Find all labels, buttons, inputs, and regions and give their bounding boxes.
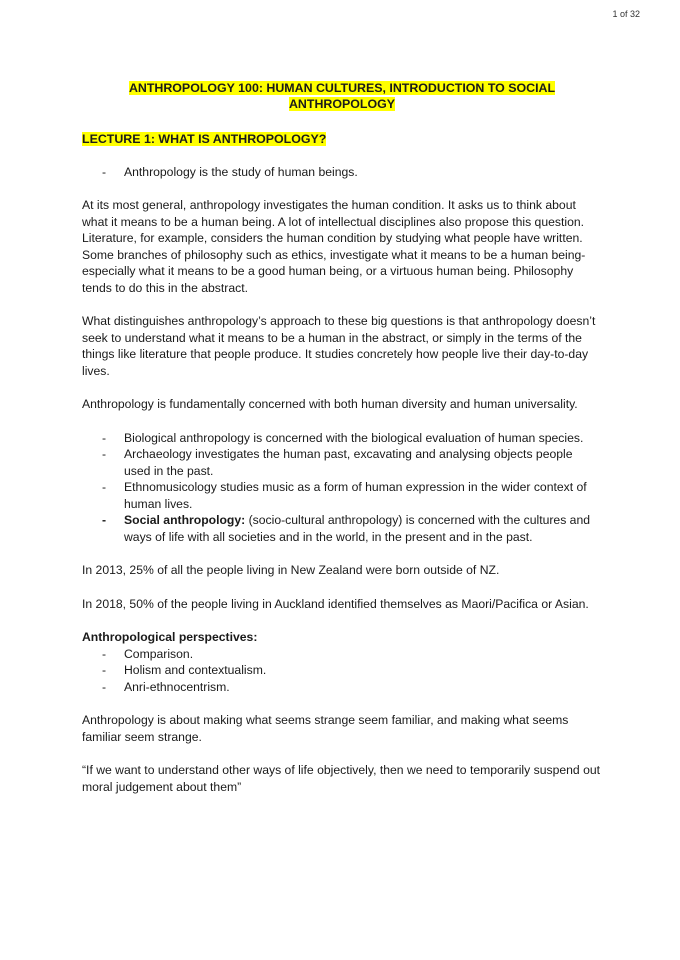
dash-bullet: - bbox=[102, 663, 107, 677]
stat-2013: In 2013, 25% of all the people living in New Zealand were born outside of NZ. bbox=[82, 563, 500, 577]
perspective-text: Anri-ethnocentrism. bbox=[124, 679, 230, 694]
list-item bbox=[82, 646, 602, 663]
page-number: 1 of 32 bbox=[612, 9, 640, 19]
paragraph-diversity: Anthropology is fundamentally concerned with both human diversity and human universality. bbox=[82, 397, 578, 411]
dash-bullet: - bbox=[102, 480, 107, 494]
list-item bbox=[82, 479, 602, 512]
dash-bullet: - bbox=[102, 447, 107, 461]
dash-bullet: - bbox=[102, 646, 107, 661]
branches-list bbox=[82, 430, 602, 546]
social-anthropology-label: Social anthropology: bbox=[124, 513, 246, 527]
paragraph-approach: What distinguishes anthropology’s approach to these big questions is that anthropology doesn’t seek to understand what it means to be a human in the abstract, or simply in the terms of the things like literature that people produce. It studies concretely how people live their day-to-day lives. bbox=[82, 314, 596, 378]
quote: “If we want to understand other ways of life objectively, then we need to temporarily suspend out moral judgement about them” bbox=[82, 763, 601, 794]
list-item bbox=[82, 679, 602, 696]
paragraph-strange-familiar: Anthropology is about making what seems strange seem familiar, and making what seems familiar seem strange. bbox=[82, 713, 569, 744]
intro-bullet-text: Anthropology is the study of human beings. bbox=[124, 164, 358, 179]
dash-bullet: - bbox=[102, 513, 107, 527]
branch-text: Ethnomusicology studies music as a form of human expression in the wider context of human lives. bbox=[124, 480, 587, 511]
list-item bbox=[82, 512, 602, 545]
list-item bbox=[82, 662, 602, 679]
document-body bbox=[82, 80, 602, 812]
perspective-text: Comparison. bbox=[124, 646, 194, 661]
branch-text: Archaeology investigates the human past, excavating and analysing objects people used in the past. bbox=[124, 447, 573, 478]
dash-bullet: - bbox=[102, 430, 107, 445]
social-anthropology-text: (socio-cultural anthropology) is concerned with the cultures and ways of life with all societies and in the world, in the present and in the past. bbox=[124, 513, 591, 544]
list-item bbox=[82, 164, 602, 181]
perspectives-list bbox=[82, 646, 602, 696]
dash-bullet: - bbox=[102, 164, 107, 179]
perspectives-heading: Anthropological perspectives: bbox=[82, 630, 258, 644]
title-line-2: ANTHROPOLOGY bbox=[288, 97, 395, 111]
list-item bbox=[82, 446, 602, 479]
perspective-text: Holism and contextualism. bbox=[124, 663, 267, 677]
title-line-1: ANTHROPOLOGY 100: HUMAN CULTURES, INTRODUCTION TO SOCIAL bbox=[128, 81, 556, 95]
intro-list bbox=[82, 164, 602, 181]
document-title bbox=[82, 80, 602, 112]
branch-text: Biological anthropology is concerned with the biological evaluation of human species. bbox=[124, 430, 584, 445]
dash-bullet: - bbox=[102, 679, 107, 694]
stat-2018: In 2018, 50% of the people living in Auckland identified themselves as Maori/Pacifica or Asian. bbox=[82, 596, 589, 611]
lecture-heading bbox=[82, 131, 602, 148]
lecture-heading-text: LECTURE 1: WHAT IS ANTHROPOLOGY? bbox=[82, 132, 327, 146]
paragraph-human-condition: At its most general, anthropology investigates the human condition. It asks us to think about what it means to be a human being. A lot of intellectual disciplines also propose this question. Literature, for example, considers the human condition by studying what people have written. Some branches of philosophy such as ethics, investigate what it means to be a human being- especially what it means to be a good human being, or a virtuous human being. Philosophy tends to do this in the abstract. bbox=[82, 198, 586, 295]
list-item bbox=[82, 430, 602, 447]
